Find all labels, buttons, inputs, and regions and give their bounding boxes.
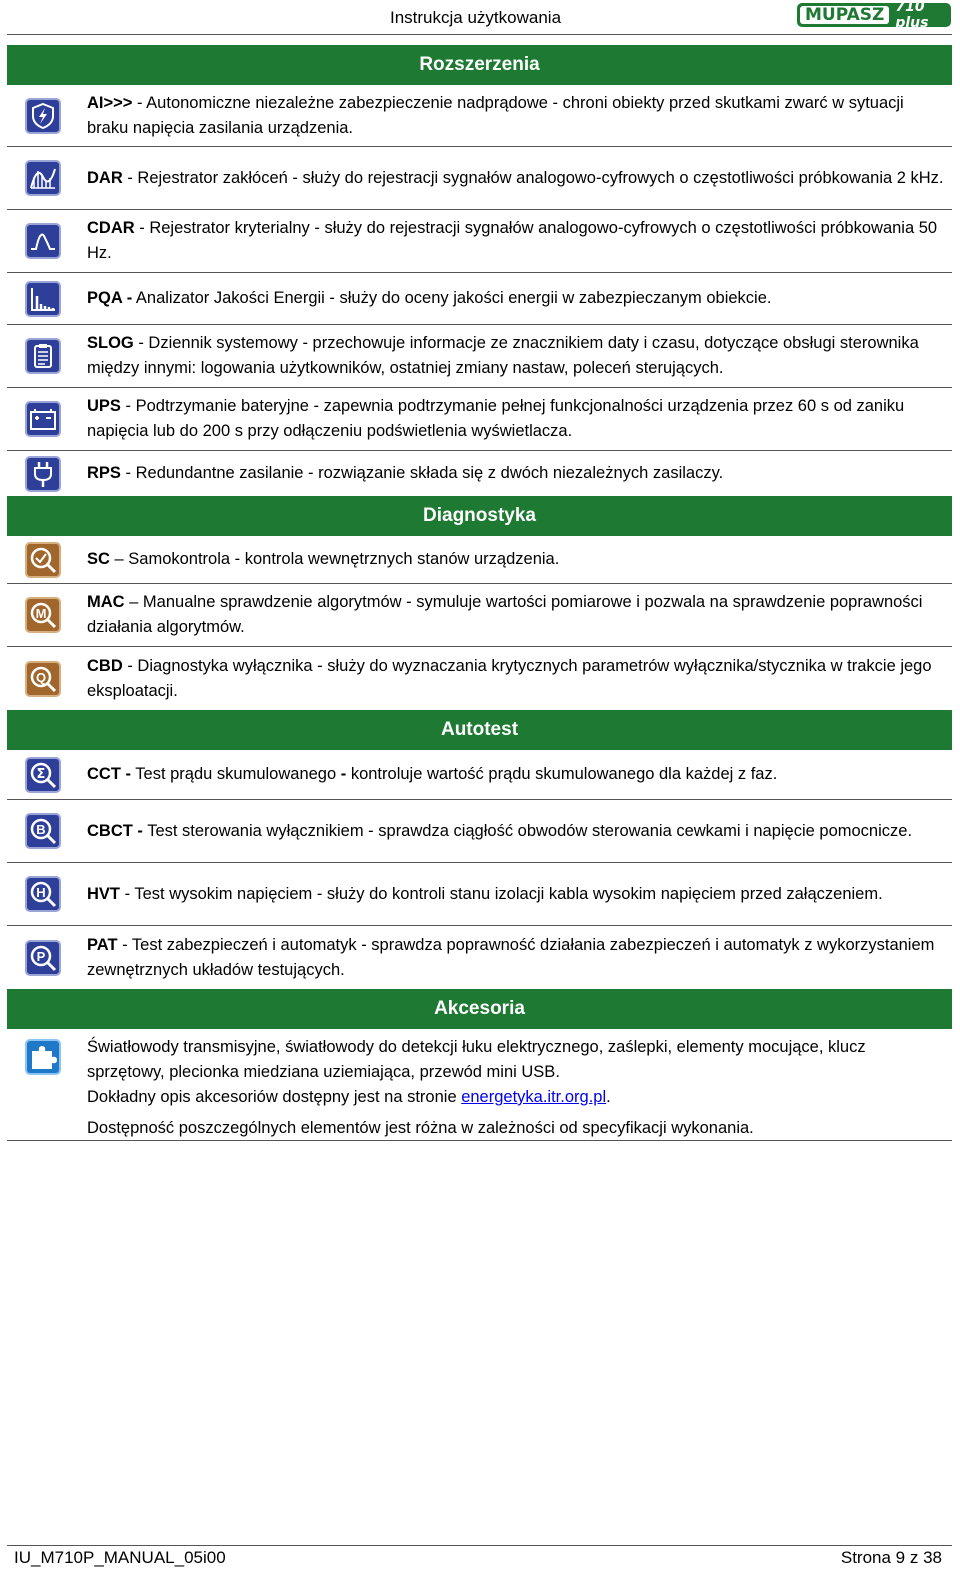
lightning-shield-icon xyxy=(25,98,61,134)
row-dar xyxy=(7,147,952,210)
logo-main-text: MUPASZ xyxy=(800,6,889,24)
row-rps xyxy=(7,451,952,496)
header-divider xyxy=(7,34,952,35)
row-pat-text: PAT - Test zabezpieczeń i automatyk - sprawdza poprawność działania zabezpieczeń i automatyk z wykorzystaniem zewnętrznych układów testujących. xyxy=(87,935,935,979)
mupasz-logo xyxy=(797,0,951,31)
section-rozszerzenia: Rozszerzenia xyxy=(7,45,952,85)
row-pat xyxy=(7,926,952,989)
row-mac xyxy=(7,584,952,647)
page-number: Strona 9 z 38 xyxy=(840,1548,942,1567)
page-header-title: Instrukcja użytkowania xyxy=(390,8,562,27)
magnifier-q-icon xyxy=(25,661,61,697)
row-rps-text: RPS - Redundantne zasilanie - rozwiązanie składa się z dwóch niezależnych zasilaczy. xyxy=(87,464,724,482)
row-cbct-text: CBCT - Test sterowania wyłącznikiem - sprawdza ciągłość obwodów sterowania cewkami i napięcie pomocnicze. xyxy=(87,821,913,840)
magnifier-h-icon xyxy=(25,876,61,912)
section-diagnostyka: Diagnostyka xyxy=(7,496,952,536)
accessories-list: Światłowody transmisyjne, światłowody do detekcji łuku elektrycznego, zaślepki, elementy mocujące, klucz sprzętowy, plecionka miedziana uziemiająca, przewód mini USB. xyxy=(87,1038,866,1081)
row-accessories xyxy=(7,1029,952,1141)
row-slog-text: SLOG - Dziennik systemowy - przechowuje informacje ze znacznikiem daty i czasu, dotyczące obsługi sterownika między innymi: logowania użytkowników, ostatniej zmiany nastaw, poleceń sterujących. xyxy=(87,334,919,377)
magnifier-sigma-icon xyxy=(25,757,61,793)
puzzle-icon xyxy=(25,1039,61,1075)
footer-divider xyxy=(7,1545,952,1546)
bar-spectrum-icon xyxy=(25,281,61,317)
accessories-link-line: Dokładny opis akcesoriów dostępny jest na stronie energetyka.itr.org.pl. xyxy=(87,1088,611,1106)
clipboard-list-icon xyxy=(25,338,61,374)
row-ups xyxy=(7,388,952,451)
document-id: IU_M710P_MANUAL_05i00 xyxy=(14,1548,226,1567)
waveform-curve-icon xyxy=(25,223,61,259)
power-plug-icon xyxy=(25,456,61,492)
row-pqa xyxy=(7,273,952,325)
row-ups-text: UPS - Podtrzymanie bateryjne - zapewnia podtrzymanie pełnej funkcjonalności urządzenia przez 60 s od zaniku napięcia lub do 200 s przy odłączeniu podświetlenia wyświetlacza. xyxy=(87,397,905,440)
row-hvt-text: HVT - Test wysokim napięciem - służy do kontroli stanu izolacji kabla wysokim napięciem przed załączeniem. xyxy=(87,884,883,903)
features-table xyxy=(7,45,952,1141)
row-pqa-text: PQA - Analizator Jakości Energii - służy do oceny jakości energii w zabezpieczanym obiekcie. xyxy=(87,289,772,307)
section-akcesoria: Akcesoria xyxy=(7,989,952,1029)
row-mac-text: MAC – Manualne sprawdzenie algorytmów - symuluje wartości pomiarowe i pozwala na sprawdzenie poprawności działania algorytmów. xyxy=(87,593,923,636)
row-cct-text: CCT - Test prądu skumulowanego - kontroluje wartość prądu skumulowanego dla każdej z faz. xyxy=(87,765,778,783)
svg-text:H: H xyxy=(36,885,46,900)
battery-icon xyxy=(25,401,61,437)
accessories-availability: Dostępność poszczególnych elementów jest różna w zależności od specyfikacji wykonania. xyxy=(87,1119,754,1137)
row-dar-text: DAR - Rejestrator zakłóceń - służy do rejestracji sygnałów analogowo-cyfrowych o częstotliwości próbkowania 2 kHz. xyxy=(87,168,944,187)
svg-text:B: B xyxy=(36,822,46,837)
magnifier-m-icon xyxy=(25,597,61,633)
magnifier-check-icon xyxy=(25,542,61,578)
row-slog xyxy=(7,325,952,388)
row-sc xyxy=(7,536,952,584)
svg-text:P: P xyxy=(36,948,46,964)
row-ai-text: AI>>> - Autonomiczne niezależne zabezpieczenie nadprądowe - chroni obiekty przed skutkami zwarć w sytuacji braku napięcia zasilania urządzenia. xyxy=(87,93,904,137)
row-cct xyxy=(7,750,952,800)
row-cdar xyxy=(7,210,952,273)
svg-text:Q: Q xyxy=(35,669,47,685)
magnifier-b-icon xyxy=(25,813,61,849)
row-cbd-text: CBD - Diagnostyka wyłącznika - służy do wyznaczania krytycznych parametrów wyłącznika/stycznika w trakcie jego eksploatacji. xyxy=(87,656,932,700)
section-autotest: Autotest xyxy=(7,710,952,750)
energetyka-link[interactable]: energetyka.itr.org.pl xyxy=(461,1088,607,1106)
logo-sub-text: 710 plus xyxy=(895,0,929,31)
row-cdar-text: CDAR - Rejestrator kryterialny - służy do rejestracji sygnałów analogowo-cyfrowych o częstotliwości próbkowania 50 Hz. xyxy=(87,219,938,262)
row-sc-text: SC – Samokontrola - kontrola wewnętrznych stanów urządzenia. xyxy=(87,550,560,568)
row-cbct xyxy=(7,800,952,863)
svg-text:M: M xyxy=(35,606,47,621)
svg-text:Σ: Σ xyxy=(36,766,46,782)
row-cbd xyxy=(7,647,952,710)
row-hvt xyxy=(7,863,952,926)
row-ai xyxy=(7,85,952,147)
row-accessories-text xyxy=(79,1029,952,1143)
magnifier-p-icon xyxy=(25,940,61,976)
waveform-samples-icon xyxy=(25,160,61,196)
